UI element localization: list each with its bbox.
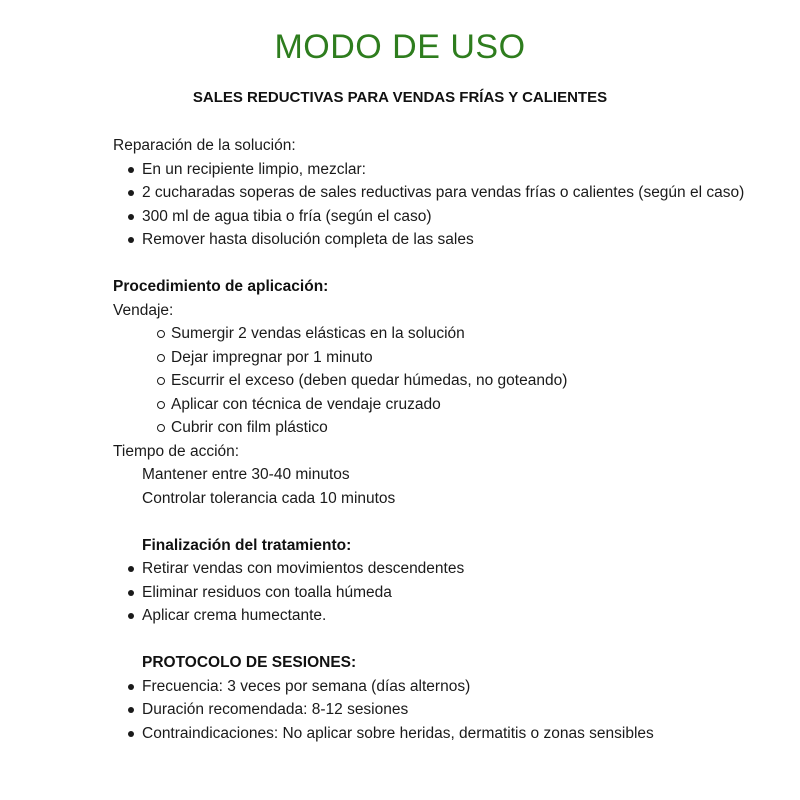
list-item <box>113 557 753 581</box>
instructions-body <box>113 134 753 745</box>
list-item <box>113 369 753 393</box>
list-item-text: Frecuencia: 3 veces por semana (días alternos) <box>142 677 471 695</box>
procedure-heading: Procedimiento de aplicación: <box>113 278 329 295</box>
list-item-text: 300 ml de agua tibia o fría (según el caso) <box>142 207 432 225</box>
circle-bullet-icon <box>157 330 165 338</box>
time-line: Controlar tolerancia cada 10 minutos <box>142 489 396 507</box>
sessions-list <box>113 675 753 746</box>
page-subtitle: SALES REDUCTIVAS PARA VENDAS FRÍAS Y CALIENTES <box>192 89 608 106</box>
bullet-icon <box>128 684 134 690</box>
list-item-text: Duración recomendada: 8-12 sesiones <box>142 701 409 718</box>
bullet-icon <box>128 566 134 572</box>
circle-bullet-icon <box>157 424 165 432</box>
list-item-text: Remover hasta disolución completa de las sales <box>142 231 474 248</box>
list-item-text: Retirar vendas con movimientos descendentes <box>142 560 465 577</box>
list-item <box>113 675 753 699</box>
page-title: MODO DE USO <box>274 28 526 66</box>
bandage-steps-list <box>113 322 753 440</box>
list-item <box>113 698 753 722</box>
finish-heading: Finalización del tratamiento: <box>142 536 352 554</box>
list-item-text: Aplicar crema humectante. <box>142 607 327 624</box>
list-item-text: Aplicar con técnica de vendaje cruzado <box>171 395 441 413</box>
bullet-icon <box>128 590 134 596</box>
bullet-icon <box>128 214 134 220</box>
list-item-text: Cubrir con film plástico <box>171 419 328 436</box>
list-item <box>113 158 753 182</box>
circle-bullet-icon <box>157 377 165 385</box>
list-item-text: Contraindicaciones: No aplicar sobre heridas, dermatitis o zonas sensibles <box>142 724 654 742</box>
bullet-icon <box>128 613 134 619</box>
bullet-icon <box>128 731 134 737</box>
preparation-list <box>113 158 753 252</box>
list-item <box>113 722 753 746</box>
circle-bullet-icon <box>157 354 165 362</box>
sessions-heading: PROTOCOLO DE SESIONES: <box>142 654 357 671</box>
spacer <box>113 628 753 652</box>
list-item <box>113 393 753 417</box>
time-label: Tiempo de acción: <box>113 442 240 460</box>
bullet-icon <box>128 707 134 713</box>
list-item-text: Sumergir 2 vendas elásticas en la solución <box>171 325 465 342</box>
list-item <box>113 581 753 605</box>
spacer <box>113 252 753 276</box>
list-item-text: 2 cucharadas soperas de sales reductivas para vendas frías o calientes (según el caso) <box>142 184 745 201</box>
bandage-label: Vendaje: <box>113 301 174 319</box>
list-item-text: Dejar impregnar por 1 minuto <box>171 348 373 366</box>
list-item-text: Eliminar residuos con toalla húmeda <box>142 583 392 601</box>
list-item <box>113 205 753 229</box>
bullet-icon <box>128 167 134 173</box>
list-item <box>113 228 753 252</box>
bullet-icon <box>128 190 134 196</box>
circle-bullet-icon <box>157 401 165 409</box>
list-item-text: Escurrir el exceso (deben quedar húmedas, no goteando) <box>171 372 568 389</box>
bullet-icon <box>128 237 134 243</box>
list-item <box>113 322 753 346</box>
finish-list <box>113 557 753 628</box>
spacer <box>113 510 753 534</box>
preparation-heading: Reparación de la solución: <box>113 137 296 154</box>
list-item <box>113 346 753 370</box>
list-item <box>113 416 753 440</box>
list-item-text: En un recipiente limpio, mezclar: <box>142 160 366 178</box>
list-item <box>113 181 753 205</box>
time-line: Mantener entre 30-40 minutos <box>142 466 350 483</box>
list-item <box>113 604 753 628</box>
